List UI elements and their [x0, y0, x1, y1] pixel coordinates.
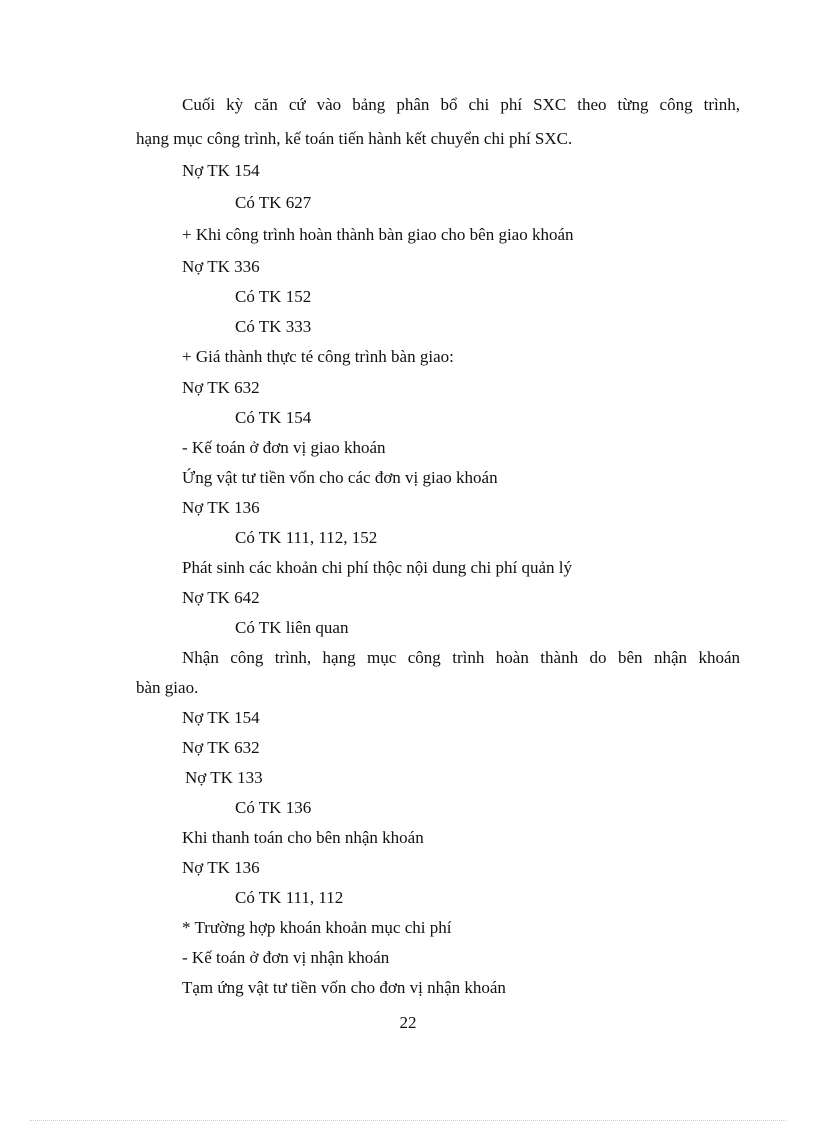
page-number: 22	[399, 1013, 417, 1032]
credit-entry: Có TK 333	[235, 317, 312, 336]
section-heading: * Trường hợp khoán khoản mục chi phí	[182, 918, 452, 937]
credit-entry: Có TK 152	[235, 287, 312, 306]
debit-entry: Nợ TK 632	[182, 378, 260, 397]
debit-entry: Nợ TK 632	[182, 738, 260, 757]
debit-entry: Nợ TK 154	[182, 708, 260, 727]
debit-entry: Nợ TK 136	[182, 498, 260, 517]
page-divider	[30, 1120, 786, 1121]
credit-entry: Có TK 111, 112, 152	[235, 528, 378, 547]
paragraph-line: Cuối kỳ căn cứ vào bảng phân bổ chi phí SXC theo từng công trình,	[182, 95, 740, 114]
debit-entry: Nợ TK 154	[182, 161, 260, 180]
paragraph-line: bàn giao.	[136, 678, 199, 697]
credit-entry: Có TK 154	[235, 408, 312, 427]
section-heading: - Kế toán ở đơn vị giao khoán	[182, 438, 386, 457]
text-line: Tạm ứng vật tư tiền vốn cho đơn vị nhận khoán	[182, 978, 506, 997]
text-line: Phát sinh các khoản chi phí thộc nội dung chi phí quản lý	[182, 558, 572, 577]
case-heading: + Giá thành thực té công trình bàn giao:	[182, 347, 454, 366]
text-line: Ứng vật tư tiền vốn cho các đơn vị giao khoán	[182, 468, 498, 487]
debit-entry: Nợ TK 642	[182, 588, 260, 607]
text-line: Khi thanh toán cho bên nhận khoán	[182, 828, 424, 847]
paragraph-line: Nhận công trình, hạng mục công trình hoàn thành do bên nhận khoán	[182, 648, 740, 667]
credit-entry: Có TK 136	[235, 798, 312, 817]
credit-entry: Có TK 111, 112	[235, 888, 344, 907]
paragraph-line: hạng mục công trình, kế toán tiến hành kết chuyển chi phí SXC.	[136, 129, 573, 148]
case-heading: + Khi công trình hoàn thành bàn giao cho bên giao khoán	[182, 225, 574, 244]
section-heading: - Kế toán ở đơn vị nhận khoán	[182, 948, 390, 967]
credit-entry: Có TK liên quan	[235, 618, 349, 637]
debit-entry: Nợ TK 336	[182, 257, 260, 276]
credit-entry: Có TK 627	[235, 193, 312, 212]
debit-entry: Nợ TK 136	[182, 858, 260, 877]
debit-entry: Nợ TK 133	[185, 768, 263, 787]
